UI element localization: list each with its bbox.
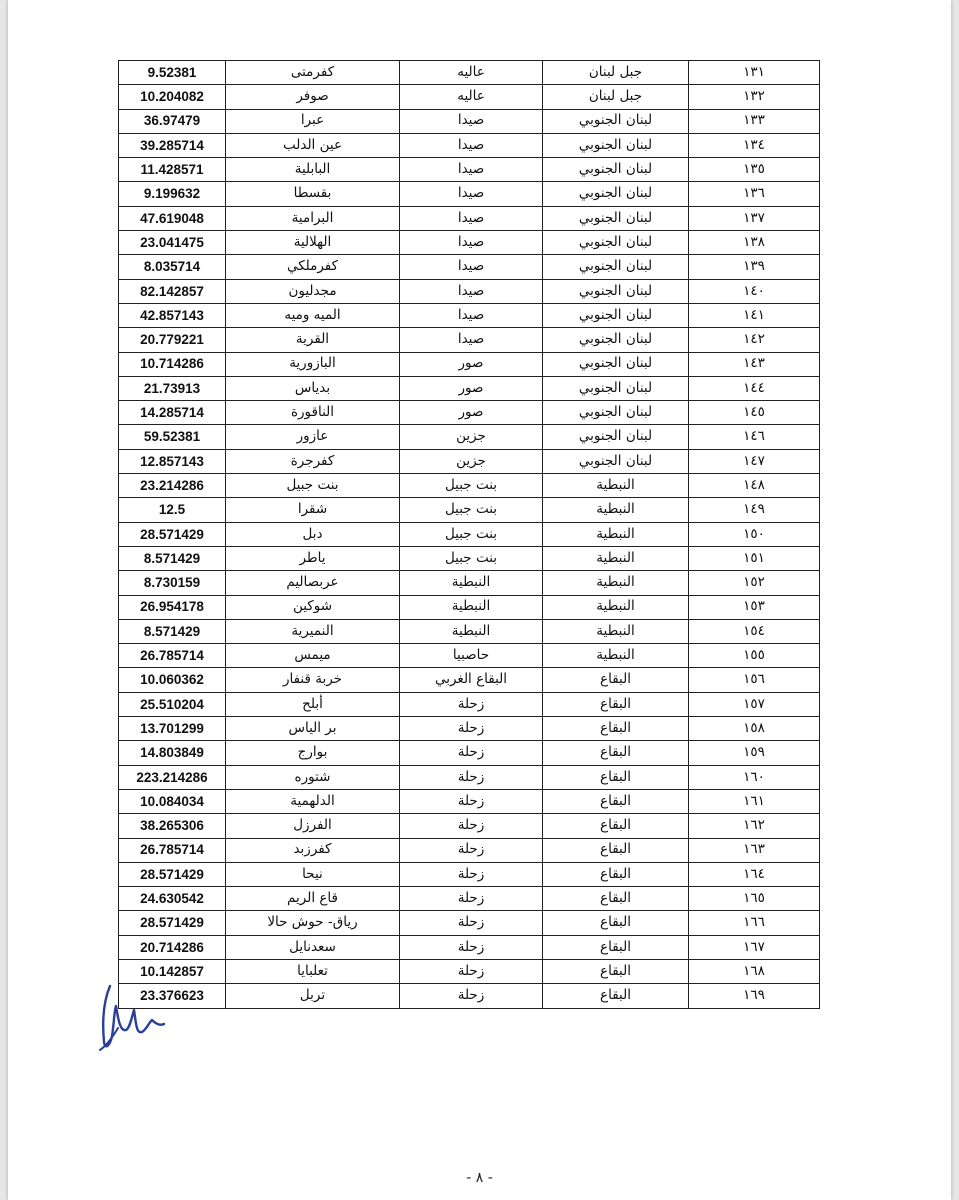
value-cell: 10.084034 [119, 789, 226, 813]
mohafaza-cell: لبنان الجنوبي [543, 279, 689, 303]
row-number-cell: ١٥٦ [689, 668, 820, 692]
row-number-cell: ١٣٦ [689, 182, 820, 206]
mohafaza-cell: جبل لبنان [543, 85, 689, 109]
town-cell: ميمس [226, 644, 400, 668]
mohafaza-cell: لبنان الجنوبي [543, 303, 689, 327]
row-number-cell: ١٦٥ [689, 887, 820, 911]
table-row [119, 595, 820, 619]
mohafaza-cell: البقاع [543, 668, 689, 692]
data-table [118, 60, 820, 1009]
value-cell: 8.035714 [119, 255, 226, 279]
mohafaza-cell: النبطية [543, 522, 689, 546]
value-cell: 28.571429 [119, 862, 226, 886]
table-row [119, 231, 820, 255]
mohafaza-cell: لبنان الجنوبي [543, 133, 689, 157]
caza-cell: زحلة [400, 911, 543, 935]
mohafaza-cell: البقاع [543, 935, 689, 959]
caza-cell: جزين [400, 425, 543, 449]
caza-cell: صيدا [400, 279, 543, 303]
row-number-cell: ١٥٩ [689, 741, 820, 765]
row-number-cell: ١٥٢ [689, 571, 820, 595]
table-body [119, 61, 820, 1009]
town-cell: عازور [226, 425, 400, 449]
value-cell: 28.571429 [119, 911, 226, 935]
table-row [119, 133, 820, 157]
town-cell: الناقورة [226, 401, 400, 425]
town-cell: الفرزل [226, 814, 400, 838]
table-row [119, 619, 820, 643]
mohafaza-cell: النبطية [543, 619, 689, 643]
table-row [119, 352, 820, 376]
value-cell: 24.630542 [119, 887, 226, 911]
caza-cell: زحلة [400, 838, 543, 862]
caza-cell: النبطية [400, 571, 543, 595]
mohafaza-cell: لبنان الجنوبي [543, 158, 689, 182]
caza-cell: بنت جبيل [400, 498, 543, 522]
value-cell: 8.571429 [119, 619, 226, 643]
table-row [119, 85, 820, 109]
table-row [119, 449, 820, 473]
value-cell: 11.428571 [119, 158, 226, 182]
town-cell: بر الياس [226, 717, 400, 741]
town-cell: عبرا [226, 109, 400, 133]
caza-cell: النبطية [400, 595, 543, 619]
caza-cell: البقاع الغربي [400, 668, 543, 692]
row-number-cell: ١٣١ [689, 61, 820, 85]
value-cell: 8.571429 [119, 546, 226, 570]
table-row [119, 546, 820, 570]
table-row [119, 789, 820, 813]
table-row [119, 765, 820, 789]
caza-cell: حاصبيا [400, 644, 543, 668]
row-number-cell: ١٦١ [689, 789, 820, 813]
caza-cell: زحلة [400, 862, 543, 886]
caza-cell: زحلة [400, 765, 543, 789]
town-cell: شقرا [226, 498, 400, 522]
mohafaza-cell: البقاع [543, 789, 689, 813]
town-cell: القرية [226, 328, 400, 352]
table-row [119, 692, 820, 716]
mohafaza-cell: البقاع [543, 862, 689, 886]
value-cell: 42.857143 [119, 303, 226, 327]
table-row [119, 303, 820, 327]
caza-cell: بنت جبيل [400, 546, 543, 570]
row-number-cell: ١٤٢ [689, 328, 820, 352]
caza-cell: زحلة [400, 984, 543, 1008]
value-cell: 36.97479 [119, 109, 226, 133]
row-number-cell: ١٣٥ [689, 158, 820, 182]
row-number-cell: ١٦٣ [689, 838, 820, 862]
mohafaza-cell: جبل لبنان [543, 61, 689, 85]
caza-cell: صيدا [400, 328, 543, 352]
row-number-cell: ١٦٧ [689, 935, 820, 959]
row-number-cell: ١٤٠ [689, 279, 820, 303]
caza-cell: زحلة [400, 935, 543, 959]
value-cell: 23.376623 [119, 984, 226, 1008]
caza-cell: صور [400, 376, 543, 400]
table-row [119, 984, 820, 1008]
row-number-cell: ١٤٤ [689, 376, 820, 400]
town-cell: الميه وميه [226, 303, 400, 327]
row-number-cell: ١٣٢ [689, 85, 820, 109]
value-cell: 10.714286 [119, 352, 226, 376]
row-number-cell: ١٣٧ [689, 206, 820, 230]
value-cell: 23.214286 [119, 474, 226, 498]
town-cell: كفرجرة [226, 449, 400, 473]
value-cell: 13.701299 [119, 717, 226, 741]
mohafaza-cell: البقاع [543, 838, 689, 862]
mohafaza-cell: البقاع [543, 741, 689, 765]
town-cell: كفرمتى [226, 61, 400, 85]
table-row [119, 571, 820, 595]
mohafaza-cell: النبطية [543, 474, 689, 498]
value-cell: 47.619048 [119, 206, 226, 230]
table-row [119, 838, 820, 862]
table-row [119, 814, 820, 838]
value-cell: 12.5 [119, 498, 226, 522]
value-cell: 14.803849 [119, 741, 226, 765]
town-cell: بوارج [226, 741, 400, 765]
row-number-cell: ١٥٧ [689, 692, 820, 716]
row-number-cell: ١٤١ [689, 303, 820, 327]
table-row [119, 328, 820, 352]
mohafaza-cell: النبطية [543, 595, 689, 619]
caza-cell: زحلة [400, 717, 543, 741]
table-row [119, 425, 820, 449]
caza-cell: صور [400, 352, 543, 376]
table-row [119, 376, 820, 400]
table-row [119, 109, 820, 133]
value-cell: 10.060362 [119, 668, 226, 692]
mohafaza-cell: النبطية [543, 546, 689, 570]
row-number-cell: ١٦٤ [689, 862, 820, 886]
table-row [119, 522, 820, 546]
caza-cell: صيدا [400, 133, 543, 157]
mohafaza-cell: البقاع [543, 984, 689, 1008]
row-number-cell: ١٦٩ [689, 984, 820, 1008]
town-cell: النميرية [226, 619, 400, 643]
mohafaza-cell: لبنان الجنوبي [543, 352, 689, 376]
value-cell: 12.857143 [119, 449, 226, 473]
caza-cell: صيدا [400, 231, 543, 255]
table-row [119, 182, 820, 206]
document-page [8, 0, 951, 1200]
mohafaza-cell: النبطية [543, 498, 689, 522]
caza-cell: صيدا [400, 206, 543, 230]
town-cell: بنت جبيل [226, 474, 400, 498]
value-cell: 59.52381 [119, 425, 226, 449]
signature-image [96, 980, 176, 1060]
caza-cell: صيدا [400, 158, 543, 182]
caza-cell: صيدا [400, 303, 543, 327]
value-cell: 25.510204 [119, 692, 226, 716]
town-cell: دبل [226, 522, 400, 546]
table-row [119, 862, 820, 886]
value-cell: 26.785714 [119, 838, 226, 862]
value-cell: 26.954178 [119, 595, 226, 619]
table-row [119, 887, 820, 911]
row-number-cell: ١٣٣ [689, 109, 820, 133]
value-cell: 82.142857 [119, 279, 226, 303]
caza-cell: بنت جبيل [400, 474, 543, 498]
row-number-cell: ١٣٩ [689, 255, 820, 279]
value-cell: 10.142857 [119, 959, 226, 983]
value-cell: 9.52381 [119, 61, 226, 85]
mohafaza-cell: لبنان الجنوبي [543, 328, 689, 352]
mohafaza-cell: البقاع [543, 911, 689, 935]
row-number-cell: ١٥٨ [689, 717, 820, 741]
caza-cell: زحلة [400, 814, 543, 838]
row-number-cell: ١٤٦ [689, 425, 820, 449]
value-cell: 10.204082 [119, 85, 226, 109]
mohafaza-cell: النبطية [543, 571, 689, 595]
row-number-cell: ١٥٥ [689, 644, 820, 668]
town-cell: عربصاليم [226, 571, 400, 595]
table-row [119, 668, 820, 692]
town-cell: عين الدلب [226, 133, 400, 157]
table-row [119, 474, 820, 498]
mohafaza-cell: لبنان الجنوبي [543, 401, 689, 425]
row-number-cell: ١٣٤ [689, 133, 820, 157]
table-row [119, 959, 820, 983]
town-cell: صوفر [226, 85, 400, 109]
caza-cell: زحلة [400, 959, 543, 983]
mohafaza-cell: لبنان الجنوبي [543, 376, 689, 400]
row-number-cell: ١٤٣ [689, 352, 820, 376]
mohafaza-cell: لبنان الجنوبي [543, 182, 689, 206]
table-row [119, 61, 820, 85]
town-cell: الهلالية [226, 231, 400, 255]
caza-cell: صيدا [400, 255, 543, 279]
caza-cell: زحلة [400, 789, 543, 813]
town-cell: كفرزبد [226, 838, 400, 862]
row-number-cell: ١٦٨ [689, 959, 820, 983]
town-cell: بقسطا [226, 182, 400, 206]
table-row [119, 401, 820, 425]
page-number: - ٨ - [466, 1170, 493, 1186]
table-row [119, 206, 820, 230]
town-cell: تعلبايا [226, 959, 400, 983]
town-cell: نيحا [226, 862, 400, 886]
row-number-cell: ١٤٥ [689, 401, 820, 425]
table-row [119, 644, 820, 668]
mohafaza-cell: النبطية [543, 644, 689, 668]
town-cell: ياطر [226, 546, 400, 570]
mohafaza-cell: لبنان الجنوبي [543, 255, 689, 279]
value-cell: 9.199632 [119, 182, 226, 206]
caza-cell: النبطية [400, 619, 543, 643]
mohafaza-cell: لبنان الجنوبي [543, 449, 689, 473]
caza-cell: زحلة [400, 692, 543, 716]
row-number-cell: ١٥٠ [689, 522, 820, 546]
value-cell: 39.285714 [119, 133, 226, 157]
town-cell: شوكين [226, 595, 400, 619]
value-cell: 8.730159 [119, 571, 226, 595]
value-cell: 20.779221 [119, 328, 226, 352]
row-number-cell: ١٦٢ [689, 814, 820, 838]
row-number-cell: ١٦٠ [689, 765, 820, 789]
value-cell: 28.571429 [119, 522, 226, 546]
row-number-cell: ١٥١ [689, 546, 820, 570]
table-row [119, 935, 820, 959]
town-cell: البابلية [226, 158, 400, 182]
table-row [119, 255, 820, 279]
value-cell: 26.785714 [119, 644, 226, 668]
mohafaza-cell: لبنان الجنوبي [543, 425, 689, 449]
town-cell: مجدليون [226, 279, 400, 303]
row-number-cell: ١٤٨ [689, 474, 820, 498]
mohafaza-cell: البقاع [543, 717, 689, 741]
caza-cell: عاليه [400, 61, 543, 85]
mohafaza-cell: لبنان الجنوبي [543, 109, 689, 133]
town-cell: قاع الريم [226, 887, 400, 911]
row-number-cell: ١٤٧ [689, 449, 820, 473]
caza-cell: بنت جبيل [400, 522, 543, 546]
town-cell: تربل [226, 984, 400, 1008]
row-number-cell: ١٥٣ [689, 595, 820, 619]
town-cell: رياق- حوش حالا [226, 911, 400, 935]
town-cell: خربة قنفار [226, 668, 400, 692]
caza-cell: صيدا [400, 109, 543, 133]
row-number-cell: ١٦٦ [689, 911, 820, 935]
town-cell: الدلهمية [226, 789, 400, 813]
mohafaza-cell: البقاع [543, 765, 689, 789]
table-row [119, 158, 820, 182]
mohafaza-cell: البقاع [543, 692, 689, 716]
row-number-cell: ١٤٩ [689, 498, 820, 522]
caza-cell: جزين [400, 449, 543, 473]
town-cell: أبلح [226, 692, 400, 716]
town-cell: كفرملكي [226, 255, 400, 279]
table-row [119, 279, 820, 303]
mohafaza-cell: البقاع [543, 959, 689, 983]
town-cell: البازورية [226, 352, 400, 376]
caza-cell: صور [400, 401, 543, 425]
table-row [119, 911, 820, 935]
caza-cell: زحلة [400, 887, 543, 911]
town-cell: شتوره [226, 765, 400, 789]
value-cell: 20.714286 [119, 935, 226, 959]
table-row [119, 741, 820, 765]
caza-cell: زحلة [400, 741, 543, 765]
town-cell: بدياس [226, 376, 400, 400]
mohafaza-cell: البقاع [543, 814, 689, 838]
mohafaza-cell: لبنان الجنوبي [543, 231, 689, 255]
mohafaza-cell: البقاع [543, 887, 689, 911]
town-cell: البرامية [226, 206, 400, 230]
value-cell: 14.285714 [119, 401, 226, 425]
table-row [119, 498, 820, 522]
caza-cell: عاليه [400, 85, 543, 109]
table-row [119, 717, 820, 741]
value-cell: 223.214286 [119, 765, 226, 789]
town-cell: سعدنايل [226, 935, 400, 959]
value-cell: 23.041475 [119, 231, 226, 255]
value-cell: 21.73913 [119, 376, 226, 400]
caza-cell: صيدا [400, 182, 543, 206]
row-number-cell: ١٥٤ [689, 619, 820, 643]
row-number-cell: ١٣٨ [689, 231, 820, 255]
mohafaza-cell: لبنان الجنوبي [543, 206, 689, 230]
value-cell: 38.265306 [119, 814, 226, 838]
